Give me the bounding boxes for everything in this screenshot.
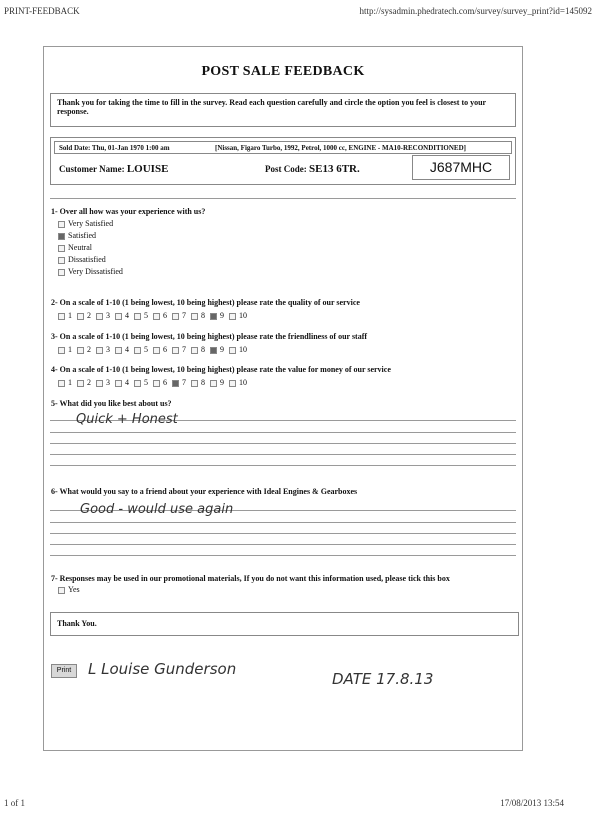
q3-rating-6[interactable]: 6 <box>153 345 167 354</box>
checkbox-icon[interactable] <box>96 313 103 320</box>
checkbox-icon[interactable] <box>58 347 65 354</box>
question-2: 2- On a scale of 1-10 (1 being lowest, 10 being highest) please rate the quality of our service <box>51 298 360 307</box>
q3-rating-3[interactable]: 3 <box>96 345 110 354</box>
answer-line <box>50 544 516 545</box>
q1-option-very-dissatisfied[interactable]: Very Dissatisfied <box>58 267 123 276</box>
q5-handwritten-answer[interactable]: Quick + Honest <box>76 412 178 427</box>
q2-rating-8[interactable]: 8 <box>191 311 205 320</box>
q3-scale[interactable] <box>58 345 252 354</box>
checkbox-icon[interactable] <box>172 380 179 387</box>
answer-line <box>50 555 516 556</box>
answer-line <box>50 465 516 466</box>
checkbox-icon[interactable] <box>96 347 103 354</box>
checkbox-icon[interactable] <box>229 313 236 320</box>
vehicle-details: [Nissan, Figaro Turbo, 1992, Petrol, 1000 cc, ENGINE - MA10-RECONDITIONED] <box>215 144 466 152</box>
question-7: 7- Responses may be used in our promotional materials, If you do not want this information used, please tick this box <box>51 574 450 583</box>
q2-rating-10[interactable]: 10 <box>229 311 247 320</box>
q4-rating-6[interactable]: 6 <box>153 378 167 387</box>
q2-rating-4[interactable]: 4 <box>115 311 129 320</box>
q4-rating-10[interactable]: 10 <box>229 378 247 387</box>
sale-info-box <box>50 137 516 185</box>
answer-line <box>50 522 516 523</box>
checkbox-icon[interactable] <box>58 257 65 264</box>
customer-row <box>59 163 168 175</box>
checkbox-icon[interactable] <box>96 380 103 387</box>
checkbox-icon[interactable] <box>77 347 84 354</box>
q3-rating-2[interactable]: 2 <box>77 345 91 354</box>
q2-rating-3[interactable]: 3 <box>96 311 110 320</box>
checkbox-icon[interactable] <box>153 380 160 387</box>
q3-rating-9[interactable]: 9 <box>210 345 224 354</box>
thank-you-text: Thank You. <box>57 619 97 628</box>
checkbox-icon[interactable] <box>134 380 141 387</box>
checkbox-icon[interactable] <box>77 313 84 320</box>
sold-date: Sold Date: Thu, 01-Jan 1970 1:00 am <box>59 144 170 152</box>
answer-line <box>50 454 516 455</box>
q3-rating-10[interactable]: 10 <box>229 345 247 354</box>
checkbox-checked-icon[interactable] <box>58 233 65 240</box>
q4-rating-2[interactable]: 2 <box>77 378 91 387</box>
checkbox-icon[interactable] <box>153 347 160 354</box>
checkbox-icon[interactable] <box>58 245 65 252</box>
q3-rating-7[interactable]: 7 <box>172 345 186 354</box>
checkbox-icon[interactable] <box>210 347 217 354</box>
checkbox-icon[interactable] <box>115 313 122 320</box>
checkbox-icon[interactable] <box>191 380 198 387</box>
customer-name: LOUISE <box>126 163 169 175</box>
q2-rating-1[interactable]: 1 <box>58 311 72 320</box>
q4-rating-1[interactable]: 1 <box>58 378 72 387</box>
header-left: PRINT-FEEDBACK <box>4 6 80 16</box>
postcode-label: Post Code: <box>265 164 307 174</box>
postcode-row <box>265 163 360 175</box>
q1-option-very-satisfied[interactable]: Very Satisfied <box>58 219 113 228</box>
question-4: 4- On a scale of 1-10 (1 being lowest, 10 being highest) please rate the value for money of our service <box>51 365 391 374</box>
intro-box <box>50 93 516 127</box>
checkbox-icon[interactable] <box>115 347 122 354</box>
question-6: 6- What would you say to a friend about your experience with Ideal Engines & Gearboxes <box>51 487 358 496</box>
q2-rating-9[interactable]: 9 <box>210 311 224 320</box>
checkbox-icon[interactable] <box>153 313 160 320</box>
question-3: 3- On a scale of 1-10 (1 being lowest, 10 being highest) please rate the friendliness of our staff <box>51 332 368 341</box>
q6-handwritten-answer[interactable]: Good - would use again <box>80 502 234 517</box>
checkbox-icon[interactable] <box>58 313 65 320</box>
checkbox-icon[interactable] <box>58 380 65 387</box>
signature: L Louise Gunderson <box>88 660 237 678</box>
checkbox-icon[interactable] <box>134 347 141 354</box>
answer-line <box>50 432 516 433</box>
thank-you-box <box>50 612 519 636</box>
q7-option-yes[interactable]: Yes <box>58 585 80 594</box>
print-button[interactable]: Print <box>51 664 77 678</box>
checkbox-icon[interactable] <box>134 313 141 320</box>
q2-rating-5[interactable]: 5 <box>134 311 148 320</box>
checkbox-icon[interactable] <box>172 313 179 320</box>
q2-scale[interactable] <box>58 311 252 320</box>
q1-option-dissatisfied[interactable]: Dissatisfied <box>58 255 106 264</box>
q2-rating-6[interactable]: 6 <box>153 311 167 320</box>
checkbox-icon[interactable] <box>58 269 65 276</box>
q3-rating-1[interactable]: 1 <box>58 345 72 354</box>
checkbox-icon[interactable] <box>191 313 198 320</box>
checkbox-icon[interactable] <box>115 380 122 387</box>
q3-rating-8[interactable]: 8 <box>191 345 205 354</box>
checkbox-icon[interactable] <box>229 380 236 387</box>
checkbox-icon[interactable] <box>191 347 198 354</box>
q4-rating-7[interactable]: 7 <box>172 378 186 387</box>
checkbox-icon[interactable] <box>58 221 65 228</box>
postcode-value: SE13 6TR. <box>309 163 360 175</box>
footer-timestamp: 17/08/2013 13:54 <box>500 798 564 808</box>
answer-line <box>50 443 516 444</box>
question-5: 5- What did you like best about us? <box>51 399 172 408</box>
checkbox-icon[interactable] <box>77 380 84 387</box>
q4-rating-4[interactable]: 4 <box>115 378 129 387</box>
answer-line <box>50 533 516 534</box>
checkbox-icon[interactable] <box>210 313 217 320</box>
q1-option-satisfied[interactable]: Satisfied <box>58 231 96 240</box>
q4-rating-8[interactable]: 8 <box>191 378 205 387</box>
q4-rating-3[interactable]: 3 <box>96 378 110 387</box>
customer-label: Customer Name: <box>59 164 125 174</box>
q2-rating-2[interactable]: 2 <box>77 311 91 320</box>
divider <box>50 198 516 199</box>
intro-text: Thank you for taking the time to fill in the survey. Read each question carefully and circle the option you feel is closest to your response. <box>57 98 486 116</box>
q3-rating-4[interactable]: 4 <box>115 345 129 354</box>
footer-page: 1 of 1 <box>4 798 25 808</box>
q4-scale[interactable] <box>58 378 252 387</box>
q4-rating-5[interactable]: 5 <box>134 378 148 387</box>
registration-box: J687MHC <box>412 155 510 180</box>
handwritten-date: DATE 17.8.13 <box>332 670 434 688</box>
checkbox-icon[interactable] <box>172 347 179 354</box>
q1-option-neutral[interactable]: Neutral <box>58 243 92 252</box>
page-title: POST SALE FEEDBACK <box>201 64 365 79</box>
checkbox-icon[interactable] <box>58 587 65 594</box>
question-1: 1- Over all how was your experience with us? <box>51 207 206 216</box>
q3-rating-5[interactable]: 5 <box>134 345 148 354</box>
checkbox-icon[interactable] <box>210 380 217 387</box>
header-url: http://sysadmin.phedratech.com/survey/survey_print?id=145092 <box>359 6 592 16</box>
checkbox-icon[interactable] <box>229 347 236 354</box>
q4-rating-9[interactable]: 9 <box>210 378 224 387</box>
q2-rating-7[interactable]: 7 <box>172 311 186 320</box>
sale-row <box>54 141 512 154</box>
